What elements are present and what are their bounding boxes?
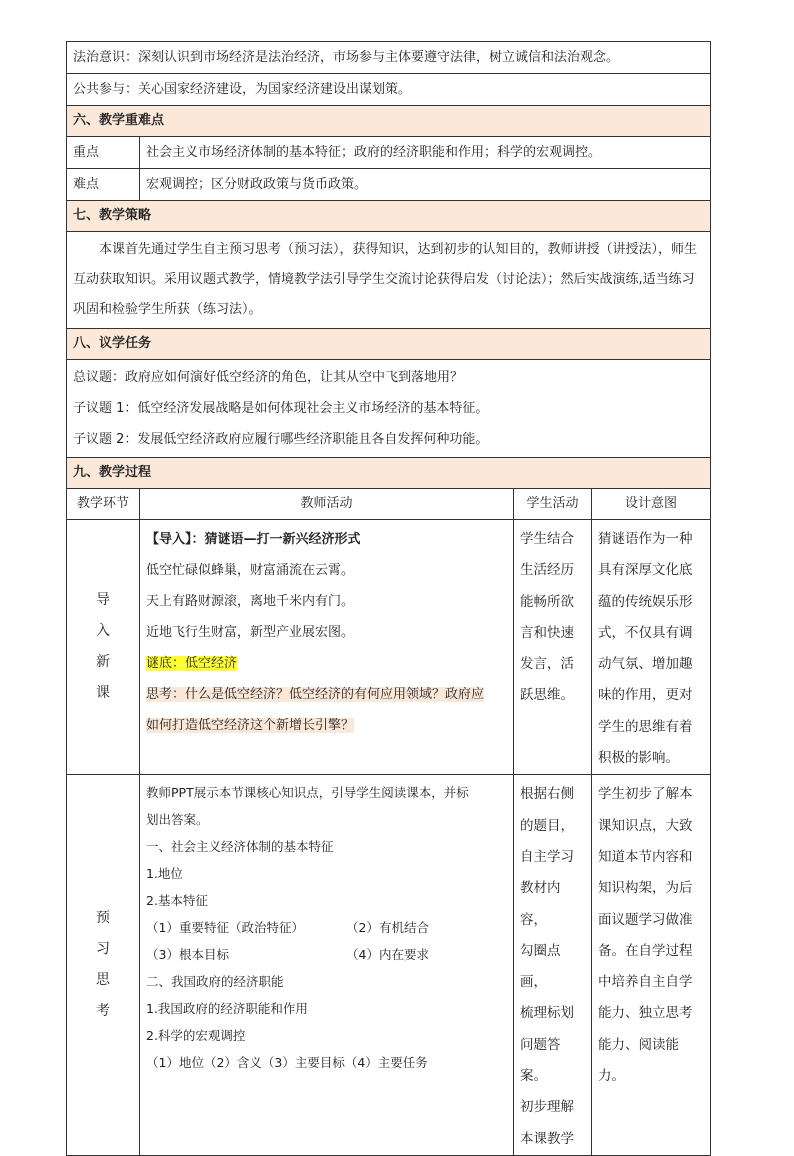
riddle-line: 天上有路财源滚，离地千米内有门。 (146, 594, 355, 609)
header-student: 学生活动 (514, 489, 592, 520)
stage-intro-intent: 猜谜语作为一种 具有深厚文化底 蕴的传统娱乐形 式，不仅具有调 动气氛、增加趣 味的作用，更对 学生的思维有着 积极的影响。 (592, 520, 711, 775)
riddle-answer: 谜底：低空经济 (146, 656, 238, 671)
difficult-point-label: 难点 (67, 169, 140, 201)
think-question: 如何打造低空经济这个新增长引擎？ (146, 718, 355, 733)
section-title-process: 九、教学过程 (67, 458, 711, 489)
section-title-strategy: 七、教学策略 (67, 201, 711, 232)
key-point-text: 社会主义市场经济体制的基本特征；政府的经济职能和作用；科学的宏观调控。 (140, 137, 711, 169)
document-page (66, 41, 710, 1156)
feature-row: （1）重要特征（政治特征） （2）有机结合 (146, 920, 429, 936)
public-participation-row: 公共参与：关心国家经济建设，为国家经济建设出谋划策。 (67, 74, 711, 106)
stage-preview-student: 根据右侧 的题目， 自主学习 教材内容， 勾圈点画， 梳理标划 问题答案。 初步理解 本课教学 (514, 775, 592, 1156)
stage-intro-name: 导 入 新 课 (67, 520, 140, 775)
section-title-key-difficult: 六、教学重难点 (67, 106, 711, 137)
sub-topic-1: 子议题 1：低空经济发展战略是如何体现社会主义市场经济的基本特征。 (73, 401, 489, 416)
stage-intro-student: 学生结合 生活经历 能畅所欲 言和快速 发言，活 跃思维。 (514, 520, 592, 775)
law-awareness-row: 法治意识：深刻认识到市场经济是法治经济，市场参与主体要遵守法律，树立诚信和法治观念。 (67, 42, 711, 74)
section-title-tasks: 八、议学任务 (67, 329, 711, 360)
riddle-line: 低空忙碌似蜂巢，财富涌流在云霄。 (146, 563, 355, 578)
header-teacher: 教师活动 (140, 489, 514, 520)
think-question: 思考：什么是低空经济？低空经济的有何应用领域？政府应 (146, 687, 485, 702)
feature-row: （3）根本目标 （4）内在要求 (146, 947, 429, 963)
strategy-text: 本课首先通过学生自主预习思考（预习法），获得知识，达到初步的认知目的，教师讲授（讲授法），师生互动获取知识。采用议题式教学，情境教学法引导学生交流讨论获得启发（讨论法）；然后实战演练,适当练习巩固和检验学生所获（练习法）。 (67, 232, 711, 329)
tasks-cell (67, 360, 711, 458)
stage-intro-teacher (140, 520, 514, 775)
stage-preview-intent: 学生初步了解本 课知识点，大致 知道本节内容和 知识构架，为后 面议题学习做准 备。在自学过程 中培养自主自学 能力、独立思考 能力、阅读能力。 (592, 775, 711, 1156)
header-intent: 设计意图 (592, 489, 711, 520)
header-stage: 教学环节 (67, 489, 140, 520)
riddle-title: 【导入】：猜谜语—打一新兴经济形式 (146, 532, 361, 547)
riddle-line: 近地飞行生财富，新型产业展宏图。 (146, 625, 355, 640)
difficult-point-text: 宏观调控；区分财政政策与货币政策。 (140, 169, 711, 201)
key-point-label: 重点 (67, 137, 140, 169)
main-topic: 总议题：政府应如何演好低空经济的角色，让其从空中飞到落地用？ (73, 370, 464, 385)
sub-topic-2: 子议题 2：发展低空经济政府应履行哪些经济职能且各自发挥何种功能。 (73, 432, 489, 447)
stage-preview-teacher: 教师PPT展示本节课核心知识点，引导学生阅读课本，并标 划出答案。 一、社会主义经济体制的基本特征 1.地位 2.基本特征 （1）重要特征（政治特征） （2）有机结合 （3）根本目标 （4）内在要求 二、我国政府的经济职能 1.我国政府的经济职能和作用 2.科学的宏观调控 （1）地位（2）含义（3）主要目标（4）主要任务 (140, 775, 514, 1156)
lesson-plan-table (66, 41, 711, 1156)
stage-preview-name: 预 习 思 考 (67, 775, 140, 1156)
